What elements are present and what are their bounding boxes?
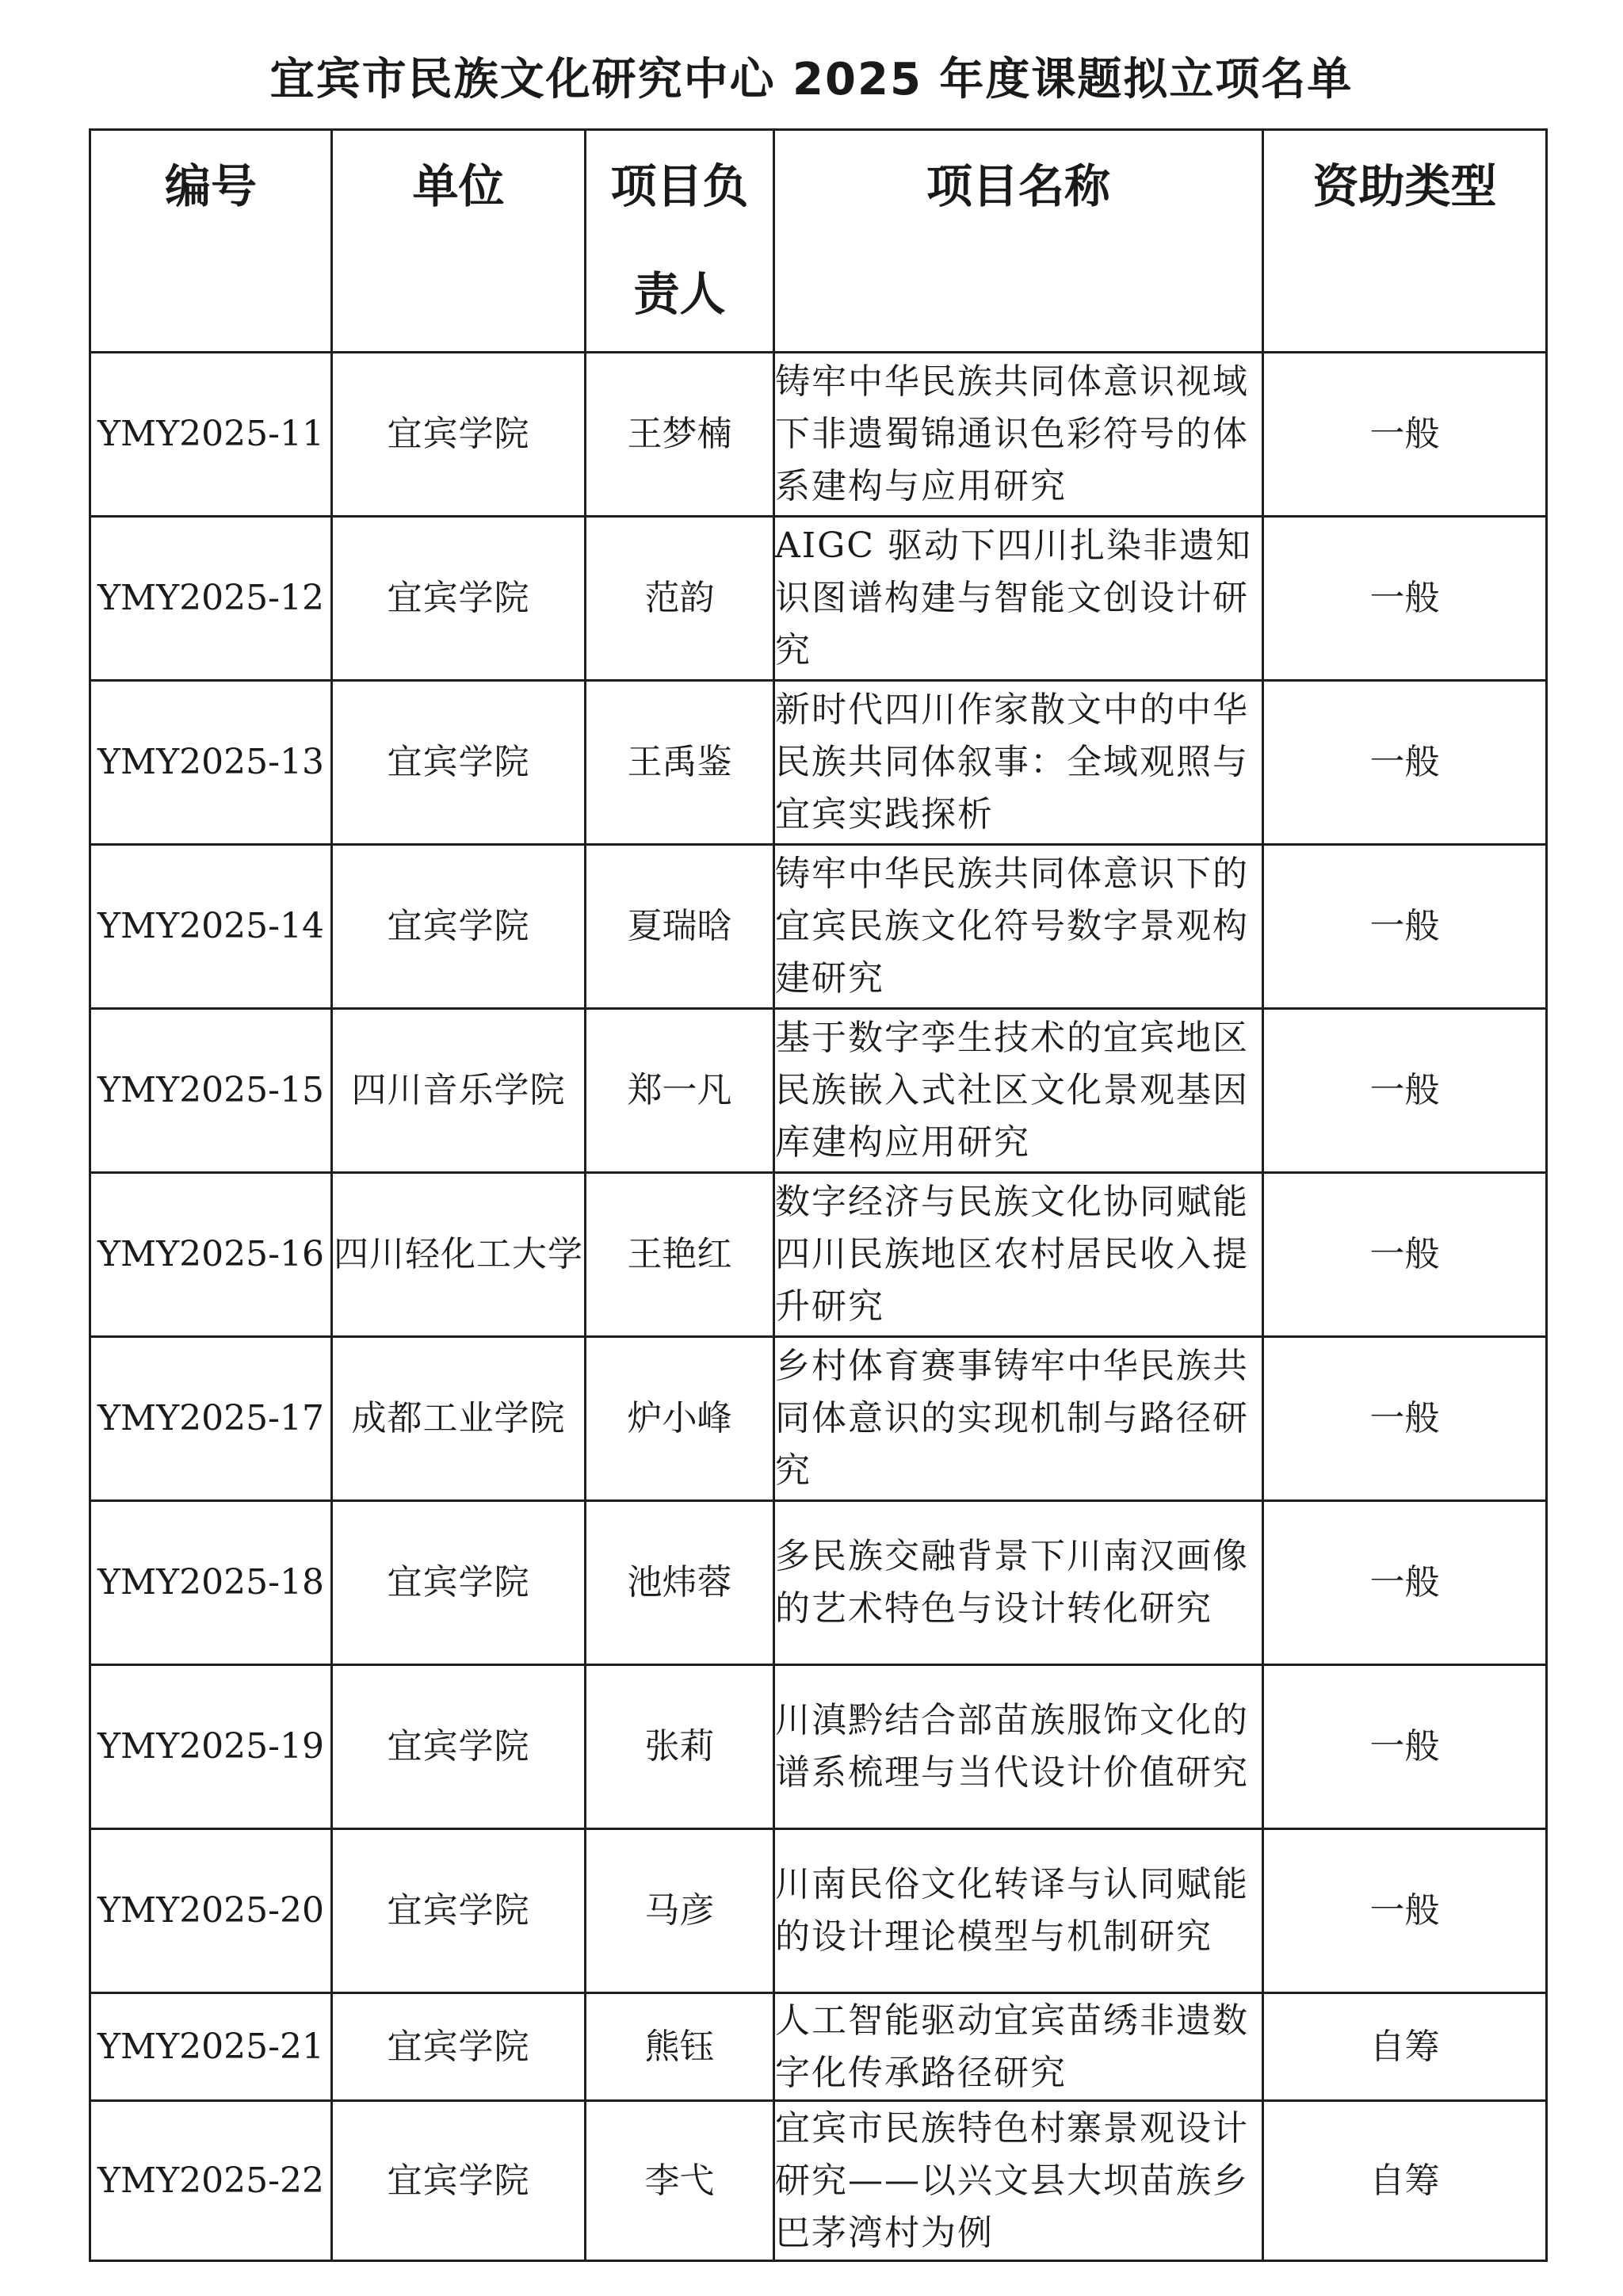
cell-unit: 四川轻化工大学 [332, 1173, 586, 1337]
cell-unit: 宜宾学院 [332, 1829, 586, 1993]
cell-project-name: 数字经济与民族文化协同赋能四川民族地区农村居民收入提升研究 [774, 1173, 1263, 1337]
cell-leader: 马彦 [586, 1829, 774, 1993]
cell-code: YMY2025-17 [90, 1337, 332, 1501]
cell-project-name: 基于数字孪生技术的宜宾地区民族嵌入式社区文化景观基因库建构应用研究 [774, 1009, 1263, 1173]
cell-project-name: AIGC 驱动下四川扎染非遗知识图谱构建与智能文创设计研究 [774, 517, 1263, 681]
cell-leader: 池炜蓉 [586, 1501, 774, 1665]
cell-funding-type: 一般 [1263, 1009, 1547, 1173]
table-row [90, 1829, 1547, 1993]
cell-funding-type: 一般 [1263, 845, 1547, 1009]
table-row [90, 517, 1547, 681]
table-row [90, 2101, 1547, 2261]
cell-leader: 王禹鉴 [586, 681, 774, 845]
cell-unit: 宜宾学院 [332, 1993, 586, 2101]
cell-project-name: 铸牢中华民族共同体意识视域下非遗蜀锦通识色彩符号的体系建构与应用研究 [774, 353, 1263, 517]
cell-funding-type: 一般 [1263, 353, 1547, 517]
cell-unit: 宜宾学院 [332, 1665, 586, 1829]
cell-unit: 宜宾学院 [332, 2101, 586, 2261]
table-row [90, 1173, 1547, 1337]
cell-code: YMY2025-21 [90, 1993, 332, 2101]
page-title: 宜宾市民族文化研究中心 2025 年度课题拟立项名单 [269, 54, 1354, 105]
cell-code: YMY2025-16 [90, 1173, 332, 1337]
header-leader: 项目负责人 [586, 130, 774, 353]
cell-leader: 夏瑞晗 [586, 845, 774, 1009]
cell-funding-type: 一般 [1263, 1665, 1547, 1829]
header-code: 编号 [90, 130, 332, 353]
cell-leader: 王梦楠 [586, 353, 774, 517]
cell-code: YMY2025-22 [90, 2101, 332, 2261]
table-row [90, 681, 1547, 845]
cell-project-name: 川南民俗文化转译与认同赋能的设计理论模型与机制研究 [774, 1829, 1263, 1993]
cell-project-name: 新时代四川作家散文中的中华民族共同体叙事：全域观照与宜宾实践探析 [774, 681, 1263, 845]
cell-leader: 炉小峰 [586, 1337, 774, 1501]
cell-funding-type: 一般 [1263, 517, 1547, 681]
cell-code: YMY2025-15 [90, 1009, 332, 1173]
cell-project-name: 川滇黔结合部苗族服饰文化的谱系梳理与当代设计价值研究 [774, 1665, 1263, 1829]
cell-unit: 四川音乐学院 [332, 1009, 586, 1173]
cell-funding-type: 一般 [1263, 1173, 1547, 1337]
cell-leader: 熊钰 [586, 1993, 774, 2101]
cell-leader: 张莉 [586, 1665, 774, 1829]
cell-unit: 宜宾学院 [332, 353, 586, 517]
cell-code: YMY2025-18 [90, 1501, 332, 1665]
cell-code: YMY2025-13 [90, 681, 332, 845]
cell-unit: 宜宾学院 [332, 681, 586, 845]
header-unit: 单位 [332, 130, 586, 353]
cell-code: YMY2025-12 [90, 517, 332, 681]
cell-unit: 宜宾学院 [332, 845, 586, 1009]
cell-code: YMY2025-20 [90, 1829, 332, 1993]
table-row [90, 1337, 1547, 1501]
cell-leader: 范韵 [586, 517, 774, 681]
cell-code: YMY2025-14 [90, 845, 332, 1009]
project-list-table [89, 128, 1548, 2262]
table-row [90, 1993, 1547, 2101]
cell-project-name: 乡村体育赛事铸牢中华民族共同体意识的实现机制与路径研究 [774, 1337, 1263, 1501]
cell-leader: 郑一凡 [586, 1009, 774, 1173]
cell-unit: 宜宾学院 [332, 517, 586, 681]
cell-funding-type: 一般 [1263, 1501, 1547, 1665]
cell-unit: 宜宾学院 [332, 1501, 586, 1665]
cell-funding-type: 一般 [1263, 1829, 1547, 1993]
table-row [90, 1501, 1547, 1665]
cell-project-name: 铸牢中华民族共同体意识下的宜宾民族文化符号数字景观构建研究 [774, 845, 1263, 1009]
header-project-name: 项目名称 [774, 130, 1263, 353]
table-header-row [90, 130, 1547, 353]
table-row [90, 845, 1547, 1009]
header-funding-type: 资助类型 [1263, 130, 1547, 353]
cell-project-name: 多民族交融背景下川南汉画像的艺术特色与设计转化研究 [774, 1501, 1263, 1665]
cell-funding-type: 自筹 [1263, 2101, 1547, 2261]
table-row [90, 1009, 1547, 1173]
table-row [90, 1665, 1547, 1829]
cell-funding-type: 一般 [1263, 1337, 1547, 1501]
cell-funding-type: 一般 [1263, 681, 1547, 845]
cell-funding-type: 自筹 [1263, 1993, 1547, 2101]
cell-leader: 李弋 [586, 2101, 774, 2261]
cell-project-name: 宜宾市民族特色村寨景观设计研究——以兴文县大坝苗族乡巴茅湾村为例 [774, 2101, 1263, 2261]
cell-code: YMY2025-19 [90, 1665, 332, 1829]
cell-code: YMY2025-11 [90, 353, 332, 517]
cell-leader: 王艳红 [586, 1173, 774, 1337]
cell-project-name: 人工智能驱动宜宾苗绣非遗数字化传承路径研究 [774, 1993, 1263, 2101]
table-row [90, 353, 1547, 517]
cell-unit: 成都工业学院 [332, 1337, 586, 1501]
